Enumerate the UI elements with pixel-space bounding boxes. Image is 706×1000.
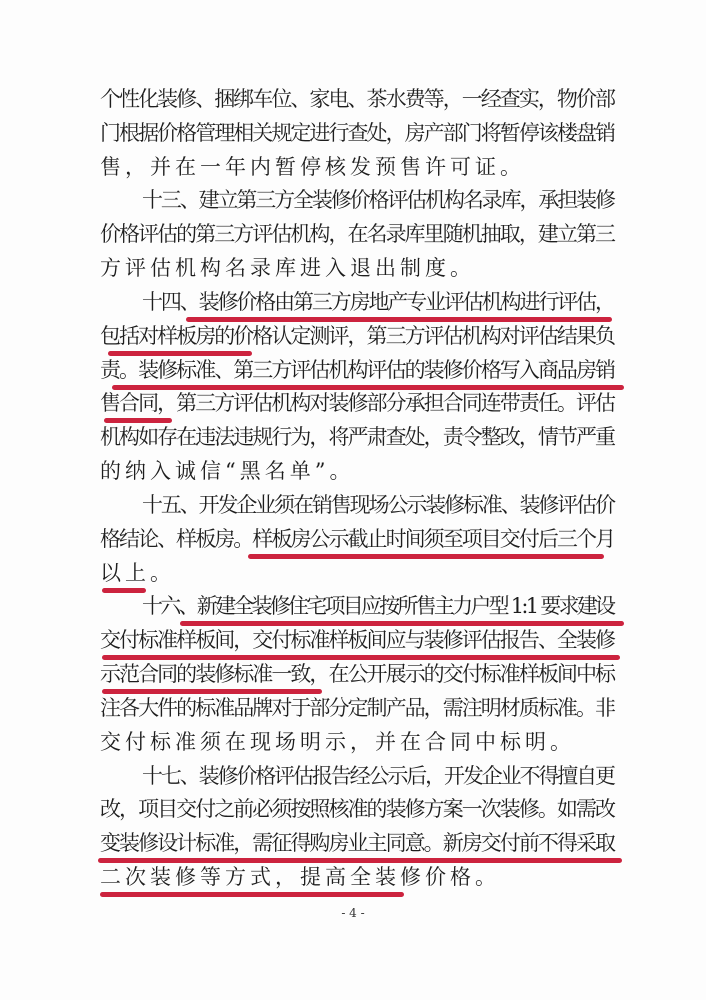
- text-line-content: 个性化装修、捆绑车位、家电、茶水费等，一经查实，物价部: [100, 87, 615, 111]
- text-line-content: 机构如存在违法违规行为，将严肃查处，责令整改，情节严重: [100, 425, 615, 450]
- text-line-content: 十三、建立第三方全装修价格评估机构名录库，承担装修: [142, 188, 614, 213]
- text-line-content: 售合同，第三方评估机构对装修部分承担合同连带责任。评估: [100, 391, 615, 416]
- text-line-content: 的纳入诚信“黑名单”。: [100, 459, 355, 484]
- text-line-content: 改，项目交付之前必须按照核准的装修方案一次装修。如需改: [100, 797, 615, 822]
- text-line-content: 十七、装修价格评估报告经公示后，开发企业不得擅自更: [142, 763, 614, 788]
- red-underline: [186, 317, 612, 322]
- text-line-content: 变装修设计标准，需征得购房业主同意。新房交付前不得采取: [100, 831, 615, 856]
- red-underline: [112, 385, 624, 390]
- red-underline: [248, 554, 604, 559]
- red-underline: [180, 621, 624, 626]
- text-line-content: 注各大件的标准品牌对于部分定制产品，需注明材质标准。非: [100, 695, 615, 720]
- red-underline: [108, 351, 252, 356]
- text-line-content: 售，并在一年内暂停核发预售许可证。: [100, 154, 525, 179]
- text-line-content: 交付标准须在现场明示，并在合同中标明。: [100, 729, 575, 754]
- red-underline: [102, 655, 620, 660]
- text-line-content: 示范合同的装修标准一致，在公开展示的交付标准样板间中标: [100, 662, 615, 687]
- text-line-content: 以上。: [100, 560, 175, 585]
- text-line-content: 门根据价格管理相关规定进行查处，房产部门将暂停该楼盘销: [100, 120, 615, 145]
- text-line-content: 二次装修等方式，提高全装修价格。: [100, 865, 500, 889]
- text-line-content: 交付标准样板间，交付标准样板间应与装修评估报告、全装修: [100, 628, 615, 653]
- text-line-content: 十六、新建全装修住宅项目应按所售主力户型 1:1 要求建设: [142, 594, 614, 619]
- red-underline: [100, 892, 404, 897]
- red-underline: [102, 689, 322, 694]
- text-line-content: 十四、装修价格由第三方房地产专业评估机构进行评估，: [142, 289, 614, 314]
- text-line-content: 格结论、样板房。样板房公示截止时间须至项目交付后三个月: [100, 526, 615, 551]
- text-line-content: 包括对样板房的价格认定测评，第三方评估机构对评估结果负: [100, 323, 615, 348]
- text-line-content: 责。装修标准、第三方评估机构评估的装修价格写入商品房销: [100, 357, 615, 382]
- text-line-content: 方评估机构名录库进入退出制度。: [100, 256, 475, 281]
- red-underline: [102, 588, 146, 593]
- text-line-content: 价格评估的第三方评估机构，在名录库里随机抽取，建立第三: [100, 222, 615, 247]
- red-underline: [104, 418, 172, 423]
- text-line-content: 十五、开发企业须在销售现场公示装修标准、装修评估价: [142, 492, 614, 517]
- red-underline: [98, 858, 622, 863]
- page-number: - 4 -: [341, 906, 365, 920]
